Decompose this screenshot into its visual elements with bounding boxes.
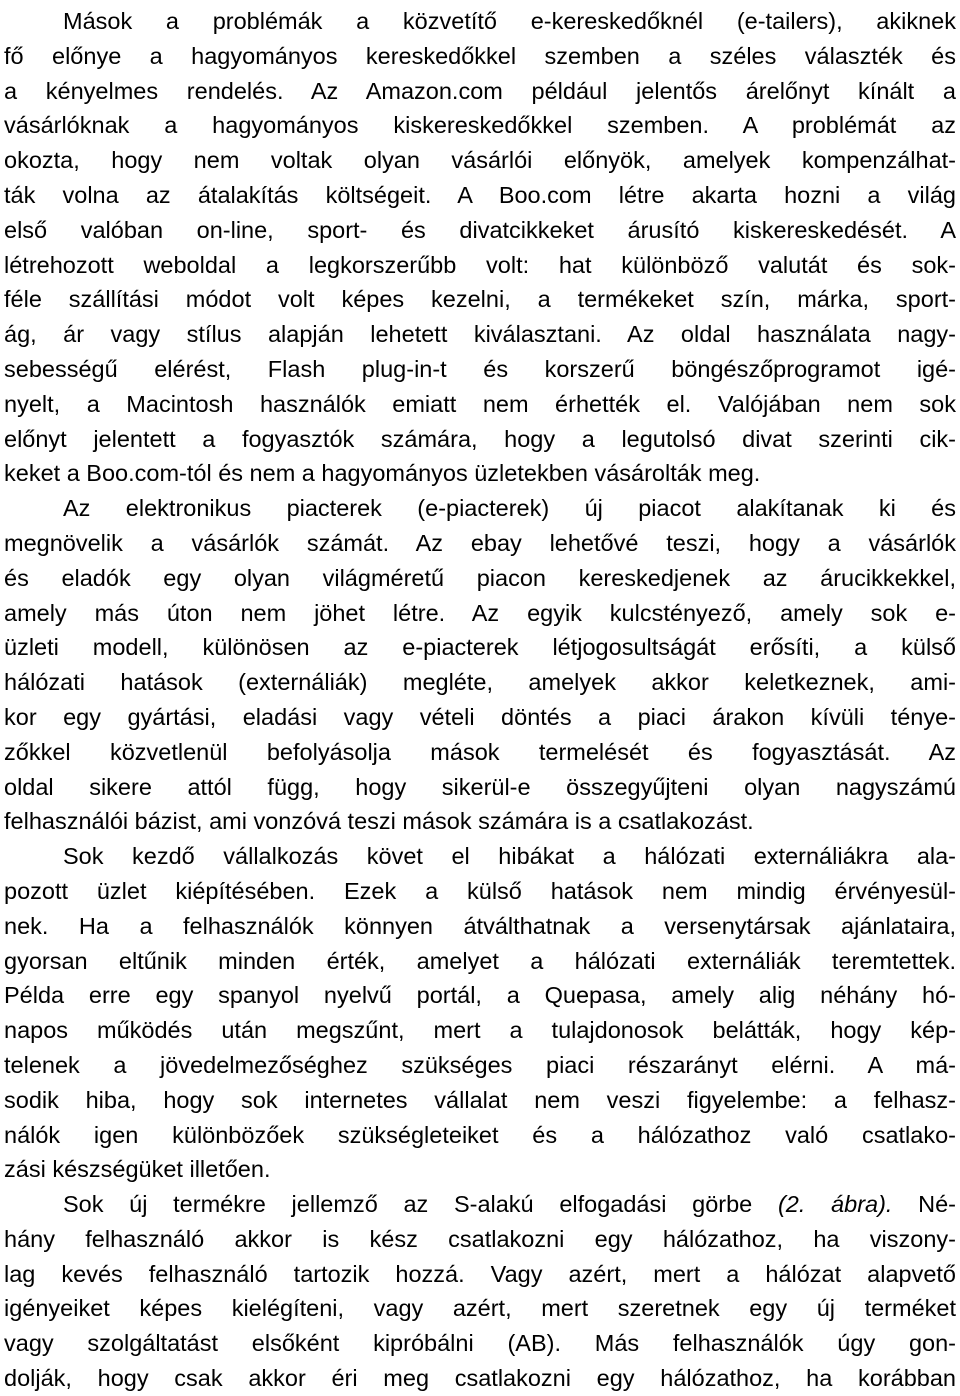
text-line-content: vásárlóknak a hagyományos kiskereskedőkkel szemben. A problémát az [4,112,956,139]
text-line [0,1187,960,1222]
text-line-content: zőkkel közvetlenül befolyásolja mások termelését és fogyasztását. Az [4,738,956,765]
text-line [0,700,960,735]
text-line [0,282,960,317]
text-line [0,1013,960,1048]
text-line-content: előnyt jelentett a fogyasztók számára, hogy a legutolsó divat szerinti cik- [4,425,956,452]
text-line-content: Példa erre egy spanyol nyelvű portál, a Quepasa, amely alig néhány hó- [4,982,956,1009]
text-line-content: hálózati hatások (externáliák) megléte, amelyek akkor keletkeznek, ami- [4,669,956,696]
text-line-content: hány felhasználó akkor is kész csatlakozni egy hálózathoz, ha viszony- [4,1225,956,1252]
text-line-content: amely más úton nem jöhet létre. Az egyik kulcstényező, amely sok e- [4,599,956,626]
text-line [0,456,960,491]
text-line [0,839,960,874]
text-line-content: pozott üzlet kiépítésében. Ezek a külső hatások nem mindig érvényesül- [4,877,956,904]
text-line [0,143,960,178]
text-line-content: napos működés után megszűnt, mert a tulajdonosok belátták, hogy kép- [4,1017,956,1044]
text-line [0,1083,960,1118]
text-line [0,630,960,665]
text-line-content: nyelt, a Macintosh használók emiatt nem érhették el. Valójában nem sok [4,390,956,417]
text-line [0,665,960,700]
text-line-content: felhasználói bázist, ami vonzóvá teszi mások számára is a csatlakozást. [4,808,754,835]
text-line-content: telenek a jövedelmezőséghez szükséges piaci részarányt elérni. A má- [4,1051,956,1078]
text-line [0,352,960,387]
text-line-content: nek. Ha a felhasználók könnyen átválthatnak a versenytársak ajánlataira, [4,912,956,939]
text-line [0,422,960,457]
text-line-content: féle szállítási módot volt képes kezelni, a termékeket szín, márka, sport- [4,286,956,313]
text-line [0,178,960,213]
text-line [0,39,960,74]
text-line [0,213,960,248]
text-line [0,1257,960,1292]
text-line [0,874,960,909]
text-line [0,491,960,526]
text-line [0,909,960,944]
text-line-content: vagy szolgáltatást elsőként kipróbálni (AB). Más felhasználók úgy gon- [4,1330,956,1357]
text-line-content: fő előnye a hagyományos kereskedőkkel szemben a széles választék és [4,42,956,69]
text-line-content: keket a Boo.com-tól és nem a hagyományos üzletekben vásárolták meg. [4,460,761,487]
text-line-content: sodik hiba, hogy sok internetes vállalat nem veszi figyelembe: a felhasz- [4,1086,956,1113]
text-line [0,1118,960,1153]
body-text [0,4,960,1396]
text-line [0,770,960,805]
text-line-content: Sok új termékre jellemző az S-alakú elfogadási görbe [63,1191,778,1218]
text-line [0,1361,960,1396]
text-line-content: Sok kezdő vállalkozás követ el hibákat a hálózati externáliákra ala- [63,843,956,870]
text-line [0,804,960,839]
text-line [0,248,960,283]
text-line-content: Az elektronikus piacterek (e-piacterek) új piacot alakítanak ki és [63,495,956,522]
text-line [0,596,960,631]
text-line-content: nálók igen különbözőek szükségleteiket és a hálózathoz való csatlako- [4,1121,956,1148]
text-line [0,1152,960,1187]
text-line [0,561,960,596]
text-line-content: dolják, hogy csak akkor éri meg csatlakozni egy hálózathoz, ha korábban [4,1365,956,1392]
text-line-content: ták volna az átalakítás költségeit. A Boo.com létre akarta hozni a világ [4,181,956,208]
text-line-content: gyorsan eltűnik minden érték, amelyet a hálózati externáliák teremtettek. [4,947,956,974]
text-line [0,1048,960,1083]
text-line-content: oldal sikere attól függ, hogy sikerül-e összegyűjteni olyan nagyszámú [4,773,956,800]
text-line [0,526,960,561]
text-line [0,108,960,143]
text-line-content: Mások a problémák a közvetítő e-kereskedőknél (e-tailers), akiknek [63,8,956,34]
text-line [0,1291,960,1326]
text-line-content: okozta, hogy nem voltak olyan vásárlói előnyök, amelyek kompenzálhat- [4,147,956,174]
text-line [0,4,960,39]
text-line-content: üzleti modell, különösen az e-piacterek létjogosultságát erősíti, a külső [4,634,956,661]
text-line-content: megnövelik a vásárlók számát. Az ebay lehetővé teszi, hogy a vásárlók [4,529,956,556]
text-line [0,1326,960,1361]
text-line-content: ág, ár vagy stílus alapján lehetett kiválasztani. Az oldal használata nagy- [4,321,956,348]
text-line-content: első valóban on-line, sport- és divatcikkeket árusító kiskereskedését. A [4,216,956,243]
text-line-tail: Né- [892,1191,957,1218]
text-line-content: sebességű elérést, Flash plug-in-t és korszerű böngészőprogramot igé- [4,355,956,382]
text-line [0,74,960,109]
text-line [0,735,960,770]
text-line-content: lag kevés felhasználó tartozik hozzá. Vagy azért, mert a hálózat alapvető [4,1260,956,1287]
text-line-content: kor egy gyártási, eladási vagy vételi döntés a piaci árakon kívüli ténye- [4,703,956,730]
text-line-content: zási készségüket illetően. [4,1156,271,1183]
text-line-content: a kényelmes rendelés. Az Amazon.com például jelentős árelőnyt kínált a [4,77,956,104]
text-line-content: igényeiket képes kielégíteni, vagy azért, mert szeretnek egy új terméket [4,1295,956,1322]
text-line [0,978,960,1013]
text-line [0,317,960,352]
text-line [0,944,960,979]
text-line-content: és eladók egy olyan világméretű piacon kereskedjenek az árucikkekkel, [4,564,956,591]
text-line [0,1222,960,1257]
figure-reference: (2. ábra). [777,1191,893,1218]
text-line [0,387,960,422]
text-line-content: létrehozott weboldal a legkorszerűbb volt: hat különböző valutát és sok- [4,251,956,278]
